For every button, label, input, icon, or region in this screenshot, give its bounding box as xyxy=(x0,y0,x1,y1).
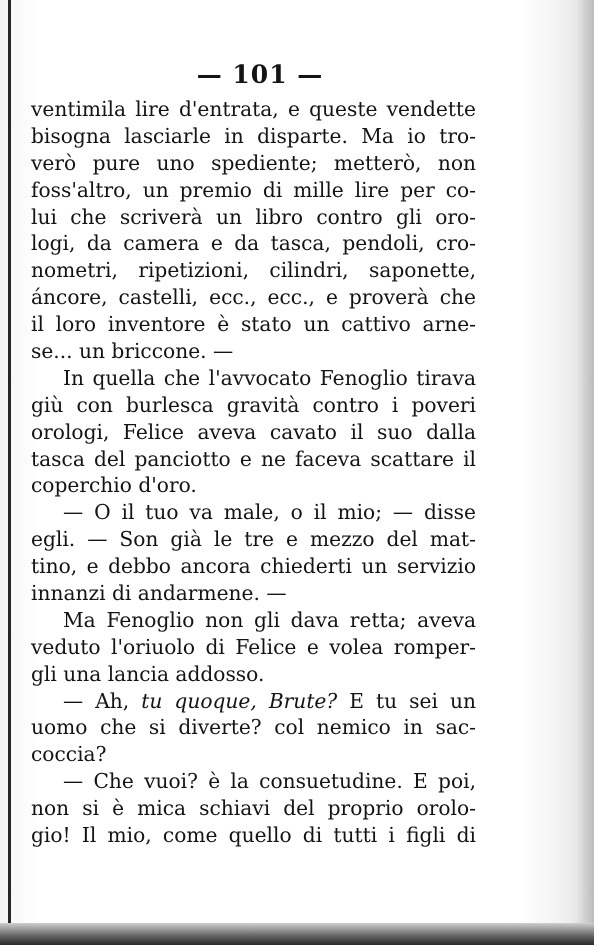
text-line: orologi, Felice aveva cavato il suo dalla xyxy=(31,419,476,444)
text-line: foss'altro, un premio di mille lire per co- xyxy=(31,177,476,202)
text-line: gli una lancia addosso. xyxy=(31,661,265,686)
text-line: tasca del panciotto e ne faceva scattare il xyxy=(31,446,476,471)
text-line: áncore, castelli, ecc., ecc., e proverà che xyxy=(31,285,476,310)
text-line: bisogna lasciarle in disparte. Ma io tro- xyxy=(31,123,476,148)
text-line: logi, da camera e da tasca, pendoli, cro- xyxy=(31,231,476,256)
text-line: — Che vuoi? è la consuetudine. E poi, xyxy=(63,769,476,794)
text-line: il loro inventore è stato un cattivo arne- xyxy=(31,312,476,337)
text-line: innanzi di andarmene. — xyxy=(31,581,287,606)
italic-quote: tu quoque, Brute? xyxy=(141,688,338,713)
body-text xyxy=(31,96,476,849)
text-line: se... un briccone. — xyxy=(31,339,234,364)
page-bottom-edge xyxy=(0,923,594,945)
text-line: — O il tuo va male, o il mio; — disse xyxy=(63,500,476,525)
text-line: giù con burlesca gravità contro i poveri xyxy=(31,392,476,417)
page-number: — 101 — xyxy=(196,60,324,89)
text-line: ventimila lire d'entrata, e queste vendette xyxy=(31,97,476,121)
text-line: nometri, ripetizioni, cilindri, saponette, xyxy=(31,258,476,283)
text-line: In quella che l'avvocato Fenoglio tirava xyxy=(63,365,476,390)
text-line: non si è mica schiavi del proprio orolo- xyxy=(31,796,476,821)
text-line: gio! Il mio, come quello di tutti i figli di xyxy=(31,823,476,848)
text-line: coperchio d'oro. xyxy=(31,473,197,498)
text-line: uomo che si diverte? col nemico in sac- xyxy=(31,715,476,740)
text-line: egli. — Son già le tre e mezzo del mat- xyxy=(31,527,476,552)
text-line: Ma Fenoglio non gli dava retta; aveva xyxy=(63,607,476,632)
text-line: verò pure uno spediente; metterò, non xyxy=(31,150,476,175)
page-right-shadow xyxy=(576,0,594,945)
page-left-edge xyxy=(8,0,11,945)
text-line: veduto l'oriuolo di Felice e volea romper- xyxy=(31,634,476,659)
text-line: tino, e debbo ancora chiederti un servizio xyxy=(31,554,476,579)
text-line: coccia? xyxy=(31,742,107,767)
text-line: — Ah, tu quoque, Brute? E tu sei un xyxy=(63,688,476,713)
text-line: lui che scriverà un libro contro gli oro- xyxy=(31,204,476,229)
